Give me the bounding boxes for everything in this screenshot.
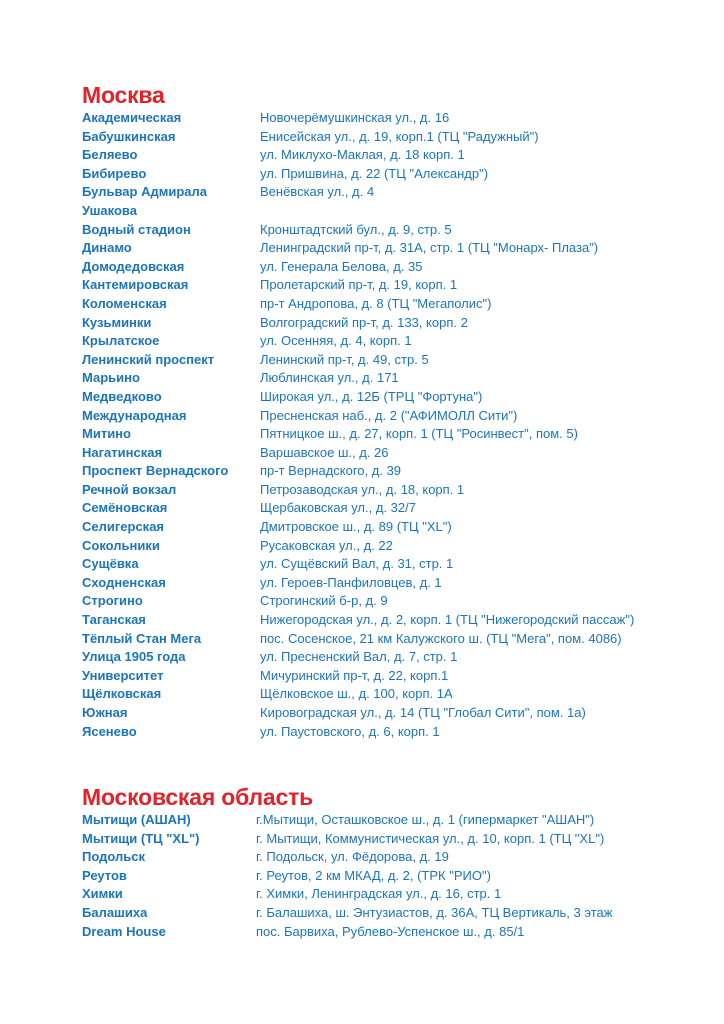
store-name: Строгино xyxy=(82,593,143,609)
store-address: ул. Паустовского, д. 6, корп. 1 xyxy=(260,723,440,739)
store-address: ул. Пресненский Вал, д. 7, стр. 1 xyxy=(260,649,458,665)
store-address: Дмитровское ш., д. 89 (ТЦ "XL") xyxy=(260,519,452,535)
store-name: Реутов xyxy=(82,867,127,883)
store-address: Строгинский б-р, д. 9 xyxy=(260,593,388,609)
store-address: г.Мытищи, Осташковское ш., д. 1 (гипермаркет "АШАН") xyxy=(256,812,595,827)
store-address: Ленинский пр-т, д. 49, стр. 5 xyxy=(260,351,429,367)
list-item xyxy=(82,923,702,942)
store-name: Крылатское xyxy=(82,333,160,349)
store-name: Ясенево xyxy=(82,723,137,739)
store-name: Динамо xyxy=(82,240,132,256)
store-address: Пятницкое ш., д. 27, корп. 1 (ТЦ "Росинвест", пом. 5) xyxy=(260,426,578,442)
store-address: Широкая ул., д. 12Б (ТРЦ "Фортуна") xyxy=(260,388,483,404)
store-name: Балашиха xyxy=(82,904,148,920)
list-item xyxy=(82,444,702,463)
store-address: ул. Пришвина, д. 22 (ТЦ "Александр") xyxy=(260,165,489,181)
store-address: Русаковская ул., д. 22 xyxy=(260,537,393,553)
store-list xyxy=(82,811,702,941)
section-moscow-region xyxy=(82,784,702,941)
store-address: г. Балашиха, ш. Энтузиастов, д. 36А, ТЦ Вертикаль, 3 этаж xyxy=(256,904,613,920)
list-item xyxy=(82,239,702,258)
list-item xyxy=(82,611,702,630)
store-address: г. Подольск, ул. Фёдорова, д. 19 xyxy=(256,849,449,865)
store-address: ул. Генерала Белова, д. 35 xyxy=(260,258,423,274)
list-item xyxy=(82,592,702,611)
list-item xyxy=(82,351,702,370)
list-item xyxy=(82,314,702,333)
store-name: Марьино xyxy=(82,370,140,386)
list-item xyxy=(82,109,702,128)
store-name: Dream House xyxy=(82,923,166,939)
store-address: г. Мытищи, Коммунистическая ул., д. 10, корп. 1 (ТЦ "XL") xyxy=(256,830,605,846)
store-address: Волгоградский пр-т, д. 133, корп. 2 xyxy=(260,314,468,330)
store-list xyxy=(82,109,702,741)
list-item xyxy=(82,332,702,351)
store-name: Тёплый Стан Мега xyxy=(82,630,202,646)
section-title: Москва xyxy=(82,82,165,108)
store-name: Подольск xyxy=(82,849,145,865)
list-item xyxy=(82,667,702,686)
store-address: Енисейская ул., д. 19, корп.1 (ТЦ "Радужный") xyxy=(260,128,539,144)
store-name: Митино xyxy=(82,426,131,442)
store-name: Водный стадион xyxy=(82,221,191,237)
list-item xyxy=(82,146,702,165)
store-name: Южная xyxy=(82,705,128,720)
store-name: Бульвар Адмирала Ушакова xyxy=(82,184,207,218)
list-item xyxy=(82,904,702,923)
store-address: ул. Осенняя, д. 4, корп. 1 xyxy=(260,333,412,349)
store-address: Венёвская ул., д. 4 xyxy=(260,184,375,200)
store-name: Щёлковская xyxy=(82,686,162,702)
store-address: ул. Сущёвский Вал, д. 31, стр. 1 xyxy=(260,556,454,572)
list-item xyxy=(82,481,702,500)
list-item xyxy=(82,369,702,388)
store-address: Мичуринский пр-т, д. 22, корп.1 xyxy=(260,667,449,683)
store-address: пр-т Вернадского, д. 39 xyxy=(260,463,402,479)
list-item xyxy=(82,425,702,444)
store-address: Пролетарский пр-т, д. 19, корп. 1 xyxy=(260,277,458,293)
store-address: Петрозаводская ул., д. 18, корп. 1 xyxy=(260,481,465,497)
list-item xyxy=(82,811,702,830)
store-address: Кронштадтский бул., д. 9, стр. 5 xyxy=(260,221,452,237)
store-address: Щёлковское ш., д. 100, корп. 1А xyxy=(260,686,453,702)
store-name: Нагатинская xyxy=(82,444,163,460)
store-name: Химки xyxy=(82,886,123,902)
store-name: Улица 1905 года xyxy=(82,649,186,665)
store-address: г. Химки, Ленинградская ул., д. 16, стр. 1 xyxy=(256,886,502,902)
list-item xyxy=(82,128,702,147)
store-name: Ленинский проспект xyxy=(82,351,215,367)
store-name: Академическая xyxy=(82,110,182,125)
list-item xyxy=(82,574,702,593)
list-item xyxy=(82,221,702,240)
list-item xyxy=(82,867,702,886)
store-address: Нижегородская ул., д. 2, корп. 1 (ТЦ "Нижегородский пассаж") xyxy=(260,612,635,628)
store-name: Домодедовская xyxy=(82,258,185,274)
store-name: Сущёвка xyxy=(82,556,139,572)
store-address: Люблинская ул., д. 171 xyxy=(260,370,399,386)
store-name: Беляево xyxy=(82,147,138,163)
store-name: Мытищи (ТЦ "XL") xyxy=(82,830,200,846)
store-name: Коломенская xyxy=(82,295,167,311)
list-item xyxy=(82,295,702,314)
list-item xyxy=(82,555,702,574)
list-item xyxy=(82,704,702,723)
store-name: Кузьминки xyxy=(82,314,152,330)
store-name: Мытищи (АШАН) xyxy=(82,812,191,827)
list-item xyxy=(82,183,702,220)
list-item xyxy=(82,518,702,537)
store-name: Университет xyxy=(82,667,164,683)
list-item xyxy=(82,258,702,277)
list-item xyxy=(82,685,702,704)
store-address: пос. Сосенское, 21 км Калужского ш. (ТЦ "Мега", пом. 4086) xyxy=(260,630,622,646)
list-item xyxy=(82,885,702,904)
list-item xyxy=(82,407,702,426)
store-name: Селигерская xyxy=(82,519,165,535)
store-name: Таганская xyxy=(82,612,146,628)
store-name: Бибирево xyxy=(82,165,147,181)
list-item xyxy=(82,388,702,407)
section-moscow xyxy=(82,82,702,741)
list-item xyxy=(82,462,702,481)
list-item xyxy=(82,848,702,867)
store-name: Проспект Вернадского xyxy=(82,463,229,479)
store-address: Щербаковская ул., д. 32/7 xyxy=(260,500,416,516)
list-item xyxy=(82,648,702,667)
store-address: Пресненская наб., д. 2 ("АФИМОЛЛ Сити") xyxy=(260,407,518,423)
store-name: Сокольники xyxy=(82,537,160,553)
store-address: Кировоградская ул., д. 14 (ТЦ "Глобал Сити", пом. 1а) xyxy=(260,705,586,720)
store-name: Кантемировская xyxy=(82,277,189,293)
store-name: Международная xyxy=(82,407,187,423)
list-item xyxy=(82,165,702,184)
store-name: Медведково xyxy=(82,388,162,404)
store-address: пр-т Андропова, д. 8 (ТЦ "Мегаполис") xyxy=(260,295,492,311)
list-item xyxy=(82,830,702,849)
store-address: г. Реутов, 2 км МКАД, д. 2, (ТРК "РИО") xyxy=(256,867,491,883)
list-item xyxy=(82,630,702,649)
store-address: Новочерёмушкинская ул., д. 16 xyxy=(260,110,450,125)
list-item xyxy=(82,723,702,742)
store-name: Семёновская xyxy=(82,500,168,516)
section-title: Московская область xyxy=(82,784,314,810)
list-item xyxy=(82,499,702,518)
store-address: пос. Барвиха, Рублево-Успенское ш., д. 85/1 xyxy=(256,923,525,939)
store-address: Ленинградский пр-т, д. 31А, стр. 1 (ТЦ "Монарх- Плаза") xyxy=(260,240,599,256)
store-name: Бабушкинская xyxy=(82,128,176,144)
list-item xyxy=(82,276,702,295)
store-address: Варшавское ш., д. 26 xyxy=(260,444,389,460)
store-name: Речной вокзал xyxy=(82,481,177,497)
store-address: ул. Миклухо-Маклая, д. 18 корп. 1 xyxy=(260,147,465,163)
list-item xyxy=(82,537,702,556)
store-address: ул. Героев-Панфиловцев, д. 1 xyxy=(260,574,442,590)
store-name: Сходненская xyxy=(82,574,166,590)
